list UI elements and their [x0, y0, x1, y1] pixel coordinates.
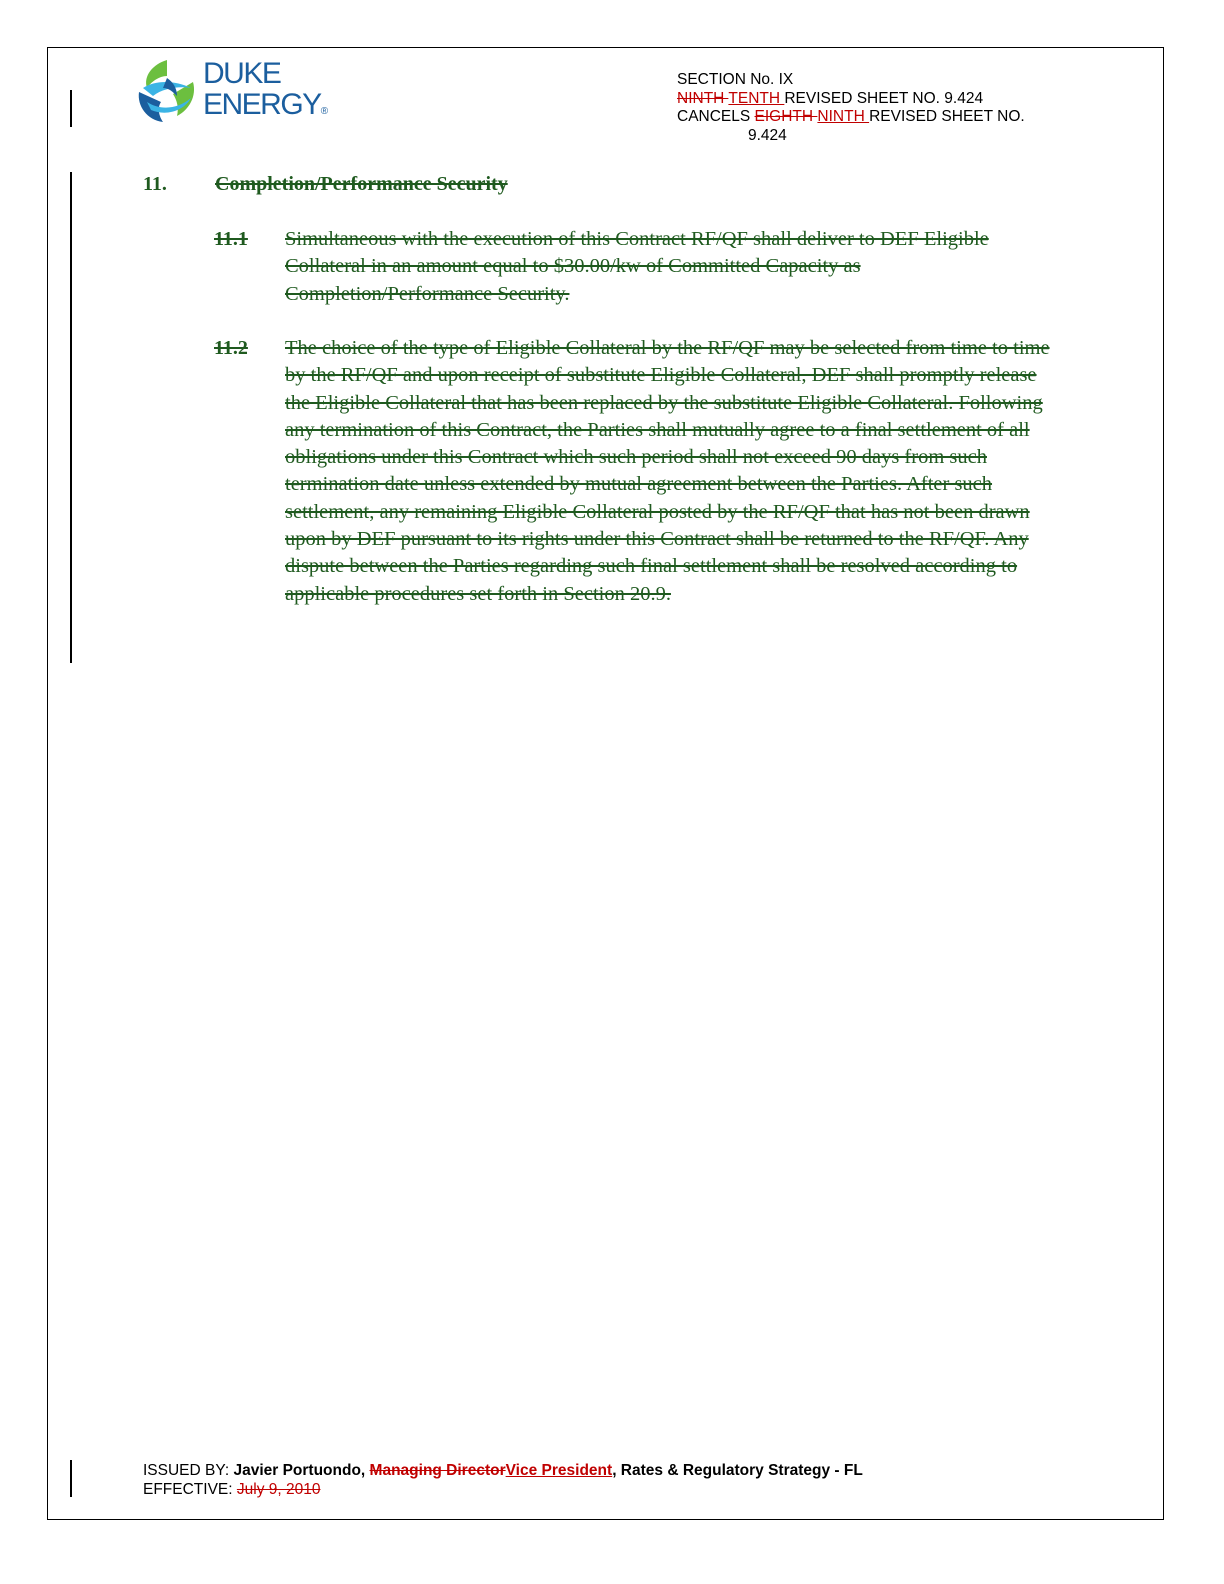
change-bar-footer [70, 1460, 72, 1497]
duke-energy-logo [133, 58, 343, 128]
logo-word-energy: ENERGY® [203, 88, 329, 121]
paragraph-text: Simultaneous with the execution of this Contract RF/QF shall deliver to DEF Eligible Collateral in an amount equal to $30.00/kw of Committed Capacity as Completion/Performance Security. [285, 228, 989, 305]
section-number: SECTION No. IX [677, 71, 794, 88]
duke-energy-logo-icon [133, 58, 201, 128]
effective-line [143, 1480, 863, 1499]
inserted-title-text: Vice President [505, 1462, 613, 1479]
section-heading-number: 11. [143, 173, 167, 195]
deleted-cancels-text: EIGHTH [754, 108, 818, 125]
revised-sheet-line [677, 90, 1147, 109]
deleted-title-text: Managing Director [369, 1462, 506, 1479]
deleted-revision-text: NINTH [677, 89, 729, 107]
logo-word-duke: DUKE [203, 57, 281, 90]
cancels-label: CANCELS [677, 108, 755, 125]
issuer-department: , Rates & Regulatory Strategy - FL [612, 1462, 863, 1479]
issuer-name: Javier Portuondo, [233, 1462, 370, 1479]
change-bar-body [70, 172, 72, 663]
section-heading-title: Completion/Performance Security [215, 173, 508, 195]
paragraph-text: The choice of the type of Eligible Collateral by the RF/QF may be selected from time to time by the RF/QF and upon receipt of substitute Eligible Collateral, DEF shall promptly release the Eligible Collateral that has been replaced by the substitute Eligible Collateral. Following any termination of this Contract, the Parties shall mutually agree to a final settlement of all obligations under this Contract which such period shall not exceed 90 days from such termination date unless extended by mutual agreement between the Parties. After such settlement, any remaining Eligible Collateral posted by the RF/QF that has not been drawn upon by DEF pursuant to its rights under this Contract shall be returned to the RF/QF. Any dispute between the Parties regarding such final settlement shall be resolved according to applicable procedures set forth in Section 20.9. [285, 337, 1050, 605]
deleted-effective-date: July 9, 2010 [236, 1481, 321, 1498]
sheet-header [677, 71, 1147, 145]
change-bar-header [70, 90, 72, 127]
cancels-sheet-text: REVISED SHEET NO. [869, 108, 1025, 125]
inserted-cancels-text: NINTH [817, 108, 870, 125]
issued-footer [143, 1461, 863, 1499]
section-heading [143, 173, 508, 196]
paragraph-number: 11.1 [214, 228, 248, 250]
paragraph-number: 11.2 [214, 337, 248, 359]
cancels-sheet-line [677, 108, 1147, 127]
logo-wordmark [203, 58, 328, 127]
issued-by-label: ISSUED BY: [143, 1462, 234, 1479]
cancels-sheet-number: 9.424 [748, 126, 787, 144]
issued-by-line [143, 1461, 863, 1480]
inserted-revision-text: TENTH [728, 89, 785, 107]
registered-mark: ® [320, 106, 329, 117]
effective-label: EFFECTIVE: [143, 1481, 237, 1498]
revised-sheet-text: REVISED SHEET NO. 9.424 [784, 89, 984, 107]
